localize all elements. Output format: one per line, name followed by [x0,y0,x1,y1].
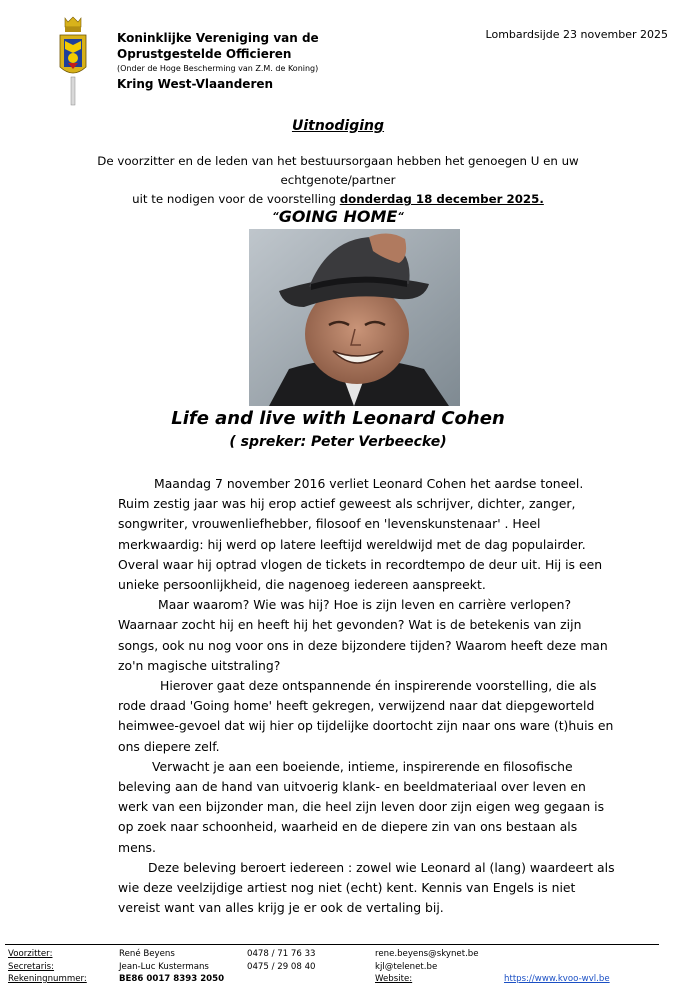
show-subtitle: Life and live with Leonard Cohen [171,408,505,429]
paragraph-5: Deze beleving beroert iedereen : zowel wie Leonard al (lang) waardeert als wie deze veelzijdige artiest nog niet (echt) kent. Kennis van Engels is niet vereist want van alles krijg je er ook de vertaling bij. [118,859,615,916]
footer-name: René Beyens [119,949,175,959]
org-name-line1: Koninklijke Vereniging van de [117,31,319,45]
event-date: donderdag 18 december 2025. [339,192,544,206]
footer-label: Secretaris: [8,961,55,972]
paragraph-3: Hierover gaat deze ontspannende én inspirerende voorstelling, die als rode draad 'Going home' heeft gekregen, verwijzend naar dat diepgeworteld heimwee-gevoel dat wij hier op tijdelijke doortocht zijn naar ons ware (t)huis en ons diepere zelf. [118,678,614,754]
footer [8,948,672,986]
intro-line2-text: uit te nodigen voor de voorstelling [132,192,340,206]
org-patronage: (Onder de Hoge Bescherming van Z.M. de Koning) [117,64,319,73]
organisation-header [117,30,417,92]
paragraph-1: Maandag 7 november 2016 verliet Leonard Cohen het aardse toneel. Ruim zestig jaar was hij erop actief geweest als schrijver, dichter, zanger, songwriter, vrouwenliefhebber, filosoof en 'levenskunstenaar' . Heel merkwaardig: hij werd op latere leeftijd wereldwijd met de dag populairder. Overal waar hij optrad vlogen de tickets in recordtempo de deur uit. Hij is een unieke persoonlijkheid, die nagenoeg iedereen aanspreekt. [118,476,603,593]
footer-name: Jean-Luc Kustermans [119,961,209,972]
paragraph-2: Maar waarom? Wie was hij? Hoe is zijn leven en carrière verlopen? Waarnaar zocht hij en heeft hij het gevonden? Wat is de betekenis van zijn songs, ook nu nog voor ons in deze bijzondere tijden? Waarom heeft deze man zo'n magische uitstraling? [118,597,608,673]
show-title-text: GOING HOME [278,207,398,226]
footer-label: Rekeningnummer: [8,974,87,984]
website-link[interactable]: https://www.kvoo-wvl.be [504,974,610,984]
show-title [0,207,676,226]
footer-email[interactable]: kjl@telenet.be [375,961,438,972]
footer-row-account [8,973,672,986]
footer-divider [5,944,659,945]
letter-date: Lombardsijde 23 november 2025 [485,28,668,41]
show-speaker: ( spreker: Peter Verbeecke) [229,434,447,450]
body-text [118,474,618,918]
footer-phone: 0475 / 29 08 40 [247,961,316,972]
footer-label: Voorzitter: [8,949,53,959]
open-quote: “ [272,211,279,222]
paragraph-4: Verwacht je aan een boeiende, intieme, inspirerende en filosofische beleving aan de hand van uitvoerig klank- en beeldmateriaal over leven en werk van een bijzonder man, die heel zijn leven door zijn eigen weg gegaan is op zoek naar schoonheid, waarheid en de diepere zin van ons bestaan als mens. [118,758,605,855]
leonard-cohen-photo [249,229,460,406]
invitation-title: Uitnodiging [291,118,385,134]
org-name-line2: Oprustgestelde Officieren [117,47,292,61]
footer-email[interactable]: rene.beyens@skynet.be [375,949,479,959]
footer-website-label: Website: [375,974,413,984]
footer-row-chairman [8,948,672,961]
org-branch: Kring West-Vlaanderen [117,77,274,91]
close-quote: “ [397,211,404,222]
footer-account-number: BE86 0017 8393 2050 [119,974,225,984]
invitation-intro [40,152,636,209]
footer-row-secretary [8,961,672,974]
intro-line1: De voorzitter en de leden van het bestuursorgaan hebben het genoegen U en uw echtgenote/partner [97,154,579,187]
crest-logo [56,15,90,107]
footer-phone: 0478 / 71 76 33 [247,949,316,959]
